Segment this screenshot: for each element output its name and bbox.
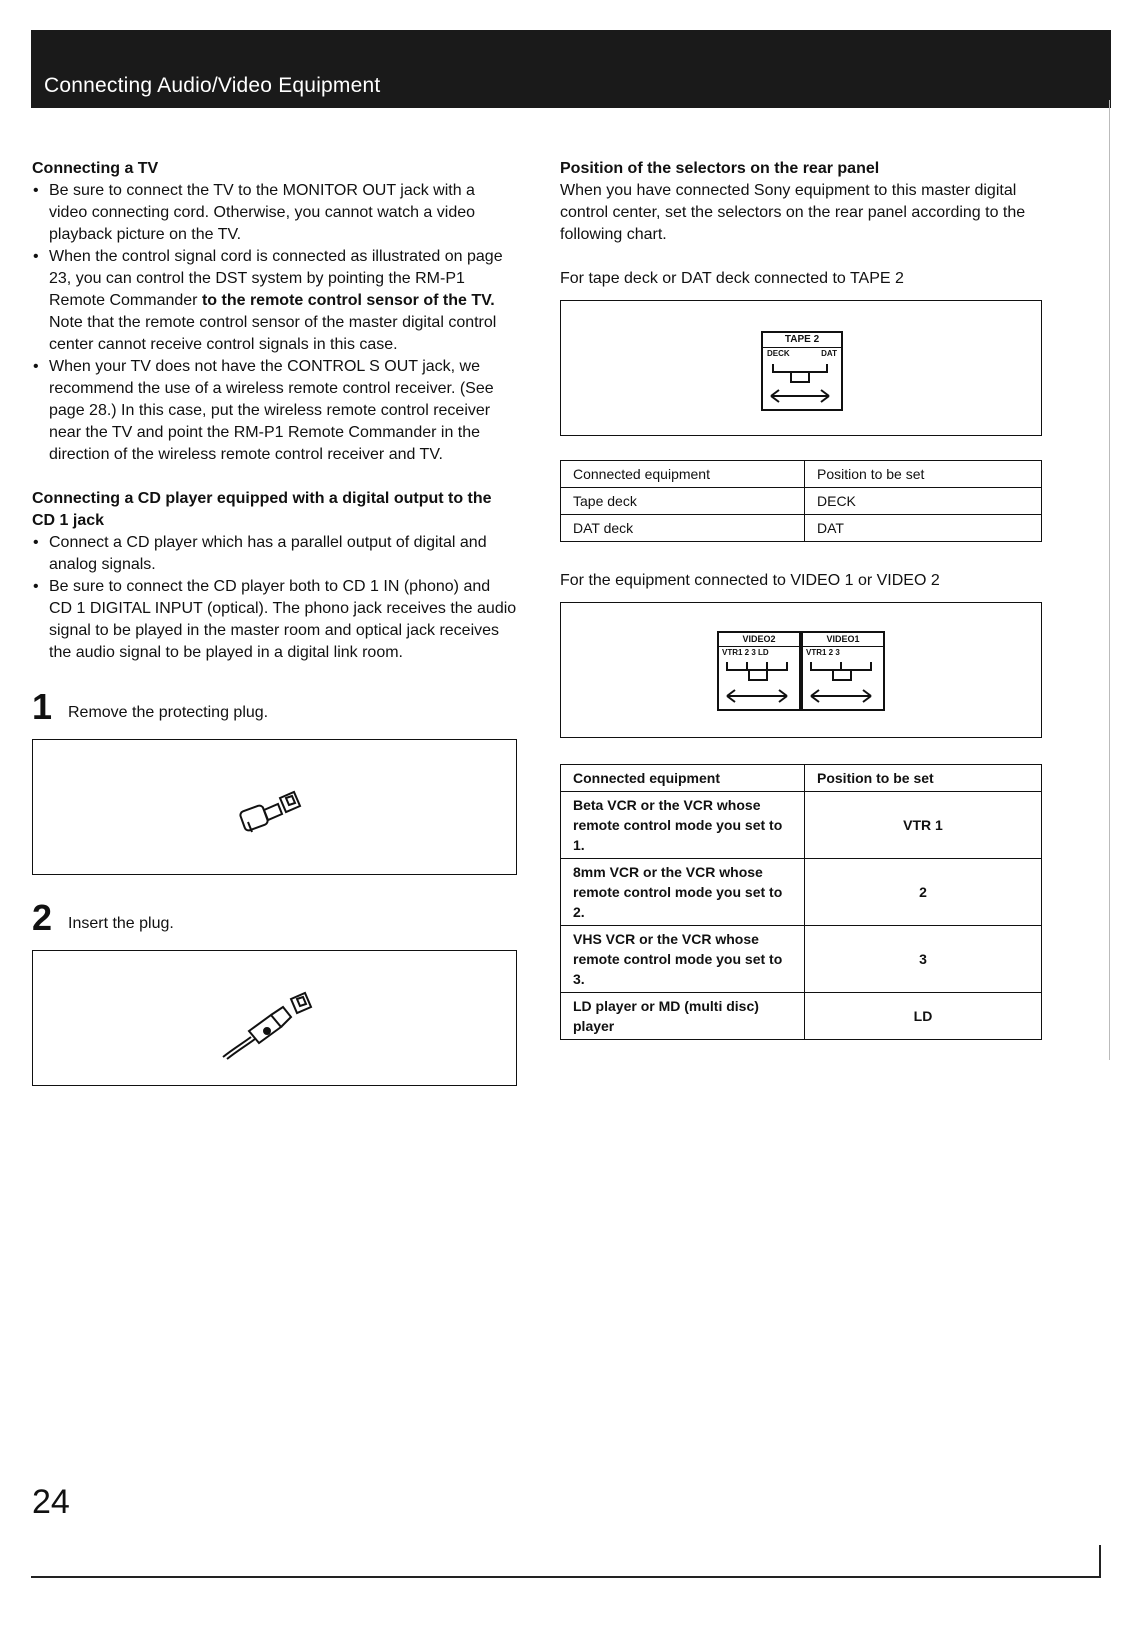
tv-bullet-1: • Be sure to connect the TV to the MONITOR OUT jack with a video connecting cord. Otherwise, you cannot watch a video playback picture on the TV. xyxy=(32,180,517,246)
step-1 xyxy=(32,686,517,727)
table-header xyxy=(561,461,1042,488)
video-position-table xyxy=(560,764,1042,1040)
table-row xyxy=(561,792,1042,859)
video1-selector xyxy=(801,631,885,711)
tape2-dat-label: DAT xyxy=(821,349,837,358)
tape-header-equipment: Connected equipment xyxy=(561,461,805,488)
page-title: Connecting Audio/Video Equipment xyxy=(44,74,381,97)
video-row-1-position: VTR 1 xyxy=(805,792,1042,859)
tape-position-table xyxy=(560,460,1042,542)
table-row xyxy=(561,859,1042,926)
cd-bullet-2: • Be sure to connect the CD player both to CD 1 IN (phono) and CD 1 DIGITAL INPUT (optical). The phono jack receives the audio signal to be played in the master room and optical jack receives the audio signal to be played in a digital link room. xyxy=(32,576,517,664)
step-1-text: Remove the protecting plug. xyxy=(68,704,269,721)
insert-plug-figure xyxy=(32,950,517,1086)
video-row-1-equipment: Beta VCR or the VCR whose remote control mode you set to 1. xyxy=(561,792,805,859)
tv-bullet-3: • When your TV does not have the CONTROL S OUT jack, we recommend the use of a wireless remote control receiver. (See page 28.) In this case, put the wireless remote control receiver near the TV and point the RM-P1 Remote Commander in the direction of the wireless remote control receiver and TV. xyxy=(32,356,517,466)
video-header-position: Position to be set xyxy=(805,765,1042,792)
tape-caption: For tape deck or DAT deck connected to TAPE 2 xyxy=(560,270,904,287)
page-number: 24 xyxy=(32,1483,70,1521)
tv-bullets xyxy=(32,180,517,466)
optical-plug-icon xyxy=(221,991,321,1061)
scan-edge-line xyxy=(1109,100,1110,1060)
tv-bullet-2-text: When the control signal cord is connected as illustrated on page 23, you can control the DST system by pointing the RM-P1 Remote Commander xyxy=(49,248,503,309)
video2-selector xyxy=(717,631,801,711)
video-row-3-position: 3 xyxy=(805,926,1042,993)
table-row xyxy=(561,488,1042,515)
table-header xyxy=(561,765,1042,792)
tape2-deck-label: DECK xyxy=(767,349,790,358)
tape-row-2-equipment: DAT deck xyxy=(561,515,805,542)
tv-heading: Connecting a TV xyxy=(32,160,159,177)
step-2-number: 2 xyxy=(32,897,53,938)
step-2-text: Insert the plug. xyxy=(68,915,174,932)
video2-selector-title: VIDEO2 xyxy=(719,633,799,647)
video-row-4-position: LD xyxy=(805,993,1042,1040)
video1-selector-title: VIDEO1 xyxy=(803,633,883,647)
left-column xyxy=(32,158,517,1086)
tape2-selector-figure xyxy=(560,300,1042,436)
video1-selector-labels: VTR1 2 3 xyxy=(806,648,840,657)
tv-bullet-2 xyxy=(32,246,517,356)
tape2-selector-title: TAPE 2 xyxy=(763,333,841,348)
footer-rule-corner xyxy=(1099,1545,1101,1577)
tape2-selector xyxy=(761,331,843,411)
video2-selector-labels: VTR1 2 3 LD xyxy=(722,648,769,657)
video-selector-figure xyxy=(560,602,1042,738)
tv-bullet-2-bold: to the remote control sensor of the TV. xyxy=(201,292,495,309)
protecting-plug-icon xyxy=(238,788,310,840)
video-caption: For the equipment connected to VIDEO 1 or VIDEO 2 xyxy=(560,572,940,589)
tape-header-position: Position to be set xyxy=(805,461,1042,488)
video-row-3-equipment: VHS VCR or the VCR whose remote control mode you set to 3. xyxy=(561,926,805,993)
video-header-equipment: Connected equipment xyxy=(561,765,805,792)
table-row xyxy=(561,993,1042,1040)
switch-icon xyxy=(763,360,837,406)
tape-row-2-position: DAT xyxy=(805,515,1042,542)
selectors-intro: When you have connected Sony equipment to this master digital control center, set the selectors on the rear panel according to the following chart. xyxy=(560,182,1026,243)
video-row-2-equipment: 8mm VCR or the VCR whose remote control mode you set to 2. xyxy=(561,859,805,926)
tape-row-1-equipment: Tape deck xyxy=(561,488,805,515)
switch-icon xyxy=(803,658,879,706)
page-header xyxy=(31,30,1111,108)
right-column xyxy=(560,158,1060,1040)
selectors-heading: Position of the selectors on the rear panel xyxy=(560,160,880,177)
switch-icon xyxy=(719,658,795,706)
footer-rule xyxy=(31,1576,1101,1578)
cd-bullet-1: • Connect a CD player which has a parallel output of digital and analog signals. xyxy=(32,532,517,576)
table-row xyxy=(561,515,1042,542)
remove-plug-figure xyxy=(32,739,517,875)
step-1-number: 1 xyxy=(32,686,53,727)
cd-heading: Connecting a CD player equipped with a digital output to the CD 1 jack xyxy=(32,490,492,529)
table-row xyxy=(561,926,1042,993)
cd-bullets xyxy=(32,532,517,664)
video-row-4-equipment: LD player or MD (multi disc) player xyxy=(561,993,805,1040)
step-2 xyxy=(32,897,517,938)
tv-bullet-2-tail: Note that the remote control sensor of the master digital control center cannot receive control signals in this case. xyxy=(49,314,497,353)
video-row-2-position: 2 xyxy=(805,859,1042,926)
tape-row-1-position: DECK xyxy=(805,488,1042,515)
